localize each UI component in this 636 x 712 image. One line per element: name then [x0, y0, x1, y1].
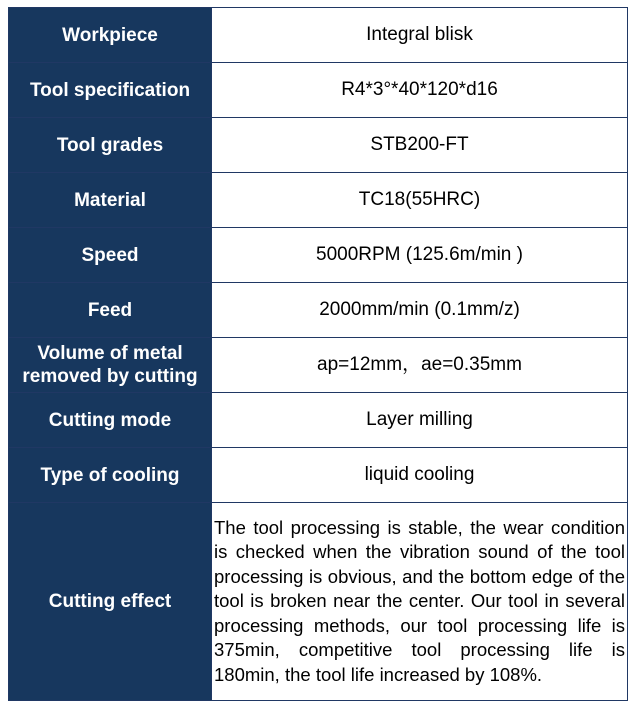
table-row [9, 228, 628, 283]
row-value-volume-removed: ap=12mm，ae=0.35mm [212, 338, 628, 393]
row-value-tool-grades: STB200-FT [212, 118, 628, 173]
table-row [9, 393, 628, 448]
row-label-workpiece: Workpiece [9, 8, 212, 63]
table-row [9, 173, 628, 228]
table-row [9, 8, 628, 63]
table-row [9, 338, 628, 393]
row-label-cutting-mode: Cutting mode [9, 393, 212, 448]
spec-table [8, 7, 628, 701]
row-value-material: TC18(55HRC) [212, 173, 628, 228]
row-label-speed: Speed [9, 228, 212, 283]
table-row [9, 63, 628, 118]
row-value-speed: 5000RPM (125.6m/min ) [212, 228, 628, 283]
row-label-tool-specification: Tool specification [9, 63, 212, 118]
table-row [9, 503, 628, 701]
row-label-volume-removed: Volume of metal removed by cutting [9, 338, 212, 393]
row-label-material: Material [9, 173, 212, 228]
row-label-cutting-effect: Cutting effect [9, 503, 212, 701]
row-value-workpiece: Integral blisk [212, 8, 628, 63]
table-row [9, 448, 628, 503]
row-label-type-of-cooling: Type of cooling [9, 448, 212, 503]
table-row [9, 118, 628, 173]
row-value-cutting-mode: Layer milling [212, 393, 628, 448]
row-value-feed: 2000mm/min (0.1mm/z) [212, 283, 628, 338]
row-label-feed: Feed [9, 283, 212, 338]
row-value-cutting-effect: The tool processing is stable, the wear condition is checked when the vibration sound of the tool processing is obvious, and the bottom edge of the tool is broken near the center. Our tool in several processing methods, our tool processing life is 375min, competitive tool processing life is 180min, the tool life increased by 108%. [212, 503, 628, 701]
row-label-tool-grades: Tool grades [9, 118, 212, 173]
row-value-type-of-cooling: liquid cooling [212, 448, 628, 503]
table-row [9, 283, 628, 338]
row-value-tool-specification: R4*3°*40*120*d16 [212, 63, 628, 118]
